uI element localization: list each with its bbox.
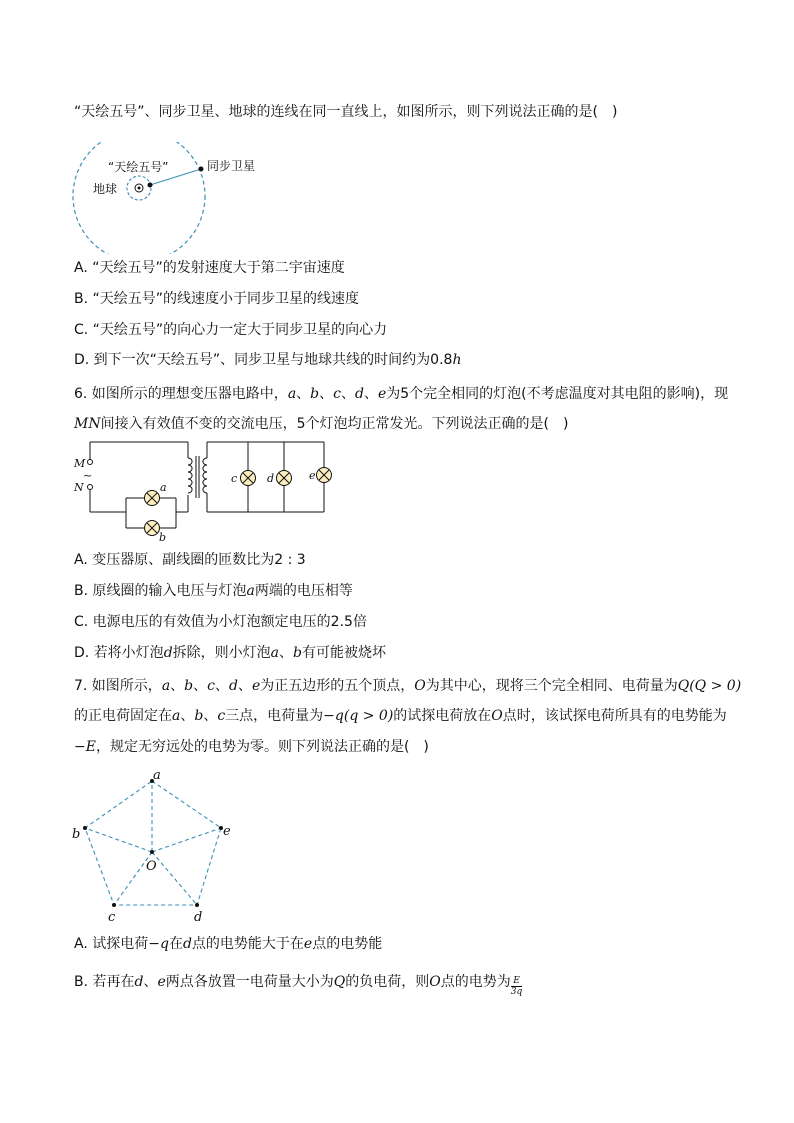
q6-stem-line2: MN间接入有效值不变的交流电压，5个灯泡均正常发光。下列说法正确的是( ): [74, 416, 569, 432]
label-a: a: [160, 481, 167, 494]
line-od: [152, 852, 197, 905]
q6-circuit-figure: [72, 440, 344, 544]
label-o: O: [146, 859, 157, 874]
sync-satellite: [199, 167, 204, 172]
q6-option-b: B. 原线圈的输入电压与灯泡a两端的电压相等: [74, 583, 353, 599]
lamp-d: [277, 471, 292, 486]
vertex-b: [83, 826, 87, 830]
label-e: e: [309, 469, 316, 482]
tianhui-satellite: [148, 183, 153, 188]
q7-stem-line1: 7. 如图所示，a、b、c、d、e为正五边形的五个顶点，O为其中心，现将三个完全相同、电荷量为Q(Q > 0): [74, 678, 742, 694]
q7-option-b: B. 若再在d、e两点各放置一电荷量大小为Q的负电荷，则O点的电势为 $\frac{E}{3q}$: [74, 974, 523, 997]
label-a: a: [153, 768, 161, 783]
q5-option-d: D. 到下一次“天绘五号”、同步卫星与地球共线的时间约为0.8h: [74, 352, 462, 368]
q7-pentagon-figure: [66, 768, 246, 924]
tianhui-label: “天绘五号”: [108, 160, 169, 174]
q5-option-a: A. “天绘五号”的发射速度大于第二宇宙速度: [74, 260, 345, 276]
earth-dot: [138, 187, 141, 190]
lamp-c: [241, 471, 256, 486]
label-c: c: [108, 910, 116, 924]
label-n: N: [74, 481, 84, 494]
label-d: d: [194, 910, 203, 924]
line-oe: [152, 828, 221, 852]
label-tilde: ~: [83, 469, 93, 482]
label-m: M: [74, 457, 86, 470]
fraction-e-over-3q: $\frac{E}{3q}$: [510, 976, 523, 997]
terminal-n: [88, 485, 93, 490]
sync-label: 同步卫星: [207, 159, 256, 173]
label-b: b: [159, 531, 167, 544]
line-ob: [85, 828, 152, 852]
earth-label: 地球: [93, 182, 118, 196]
q6-option-a: A. 变压器原、副线圈的匝数比为2 : 3: [74, 552, 306, 568]
q7-option-a: A. 试探电荷−q在d点的电势能大于在e点的电势能: [74, 936, 383, 952]
q6-option-c: C. 电源电压的有效值为小灯泡额定电压的2.5倍: [74, 614, 367, 630]
lamp-e: [317, 468, 332, 483]
vertex-d: [195, 903, 199, 907]
q7-stem-line3: −E，规定无穷远处的电势为零。则下列说法正确的是( ): [74, 739, 429, 755]
vertex-c: [112, 903, 116, 907]
label-d: d: [267, 472, 275, 485]
q5-stem: “天绘五号”、同步卫星、地球的连线在同一直线上，如图所示，则下列说法正确的是( ): [74, 104, 618, 120]
sync-orbit: [73, 142, 205, 254]
q5-orbit-figure: [70, 142, 270, 254]
lamp-a: [145, 491, 160, 506]
label-c: c: [231, 472, 238, 485]
pentagon: [85, 781, 221, 905]
label-e: e: [223, 824, 231, 839]
q6-stem-line1: 6. 如图所示的理想变压器电路中，a、b、c、d、e为5个完全相同的灯泡(不考虑温度对其电阻的影响)，现: [74, 386, 729, 402]
center-o: [150, 850, 154, 854]
q5-option-b: B. “天绘五号”的线速度小于同步卫星的线速度: [74, 291, 360, 307]
q7-stem-line2: 的正电荷固定在a、b、c三点，电荷量为−q(q > 0)的试探电荷放在O点时，该试探电荷所具有的电势能为: [74, 708, 727, 724]
q6-option-d: D. 若将小灯泡d拆除，则小灯泡a、b有可能被烧坏: [74, 645, 386, 661]
label-b: b: [72, 827, 81, 842]
lamp-b: [145, 521, 160, 536]
q5-option-c: C. “天绘五号”的向心力一定大于同步卫星的向心力: [74, 322, 388, 338]
terminal-m: [88, 460, 93, 465]
